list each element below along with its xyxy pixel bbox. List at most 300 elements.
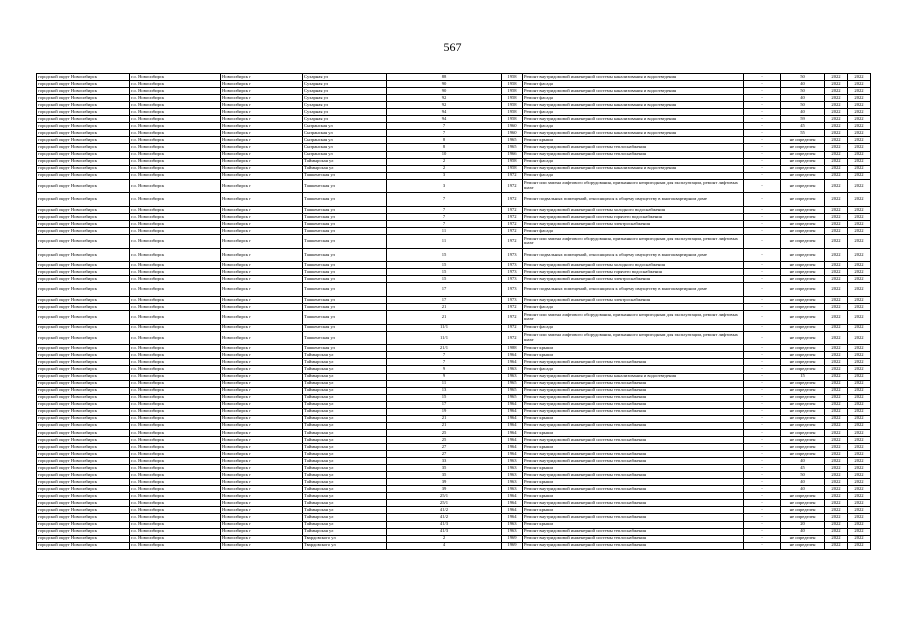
table-body [37,74,871,550]
cell-amount: 40 [781,95,825,102]
cell-settlement: г.о. Новосибирск [130,415,221,422]
cell-amount: не определен [781,359,825,366]
cell-street: Ташкентская ул [303,220,387,227]
cell-year: 1958 [502,165,523,172]
cell-settlement: г.о. Новосибирск [130,422,221,429]
cell-flag: - [744,507,781,514]
cell-flag: - [744,394,781,401]
cell-year-start: 2022 [825,542,848,549]
cell-street: Ташкентская ул [303,283,387,297]
cell-year-start: 2022 [825,535,848,542]
cell-flag: - [744,324,781,331]
cell-amount: 40 [781,109,825,116]
cell-year-end: 2022 [848,422,871,429]
cell-year-end: 2022 [848,528,871,535]
cell-okrug: городской округ Новосибирск [37,542,130,549]
cell-year-start: 2022 [825,206,848,213]
cell-street: Сызранская ул [303,137,387,144]
cell-flag: - [744,443,781,450]
cell-settlement: г.о. Новосибирск [130,95,221,102]
cell-year-end: 2022 [848,472,871,479]
cell-street: Ташкентская ул [303,311,387,325]
cell-okrug: городской округ Новосибирск [37,465,130,472]
cell-year: 1963 [502,366,523,373]
cell-okrug: городской округ Новосибирск [37,415,130,422]
cell-house: 3 [387,172,502,179]
cell-okrug: городской округ Новосибирск [37,88,130,95]
cell-year: 1988 [502,345,523,352]
cell-okrug: городской округ Новосибирск [37,193,130,207]
cell-flag: - [744,401,781,408]
cell-house: 11 [387,380,502,387]
cell-work-type: Ремонт внутридомовой инженерной системы теплоснабжения [523,528,744,535]
table-row [37,130,871,137]
cell-house: 7 [387,220,502,227]
cell-year-start: 2022 [825,179,848,193]
cell-year: 1958 [502,109,523,116]
cell-city: Новосибирск г [221,158,303,165]
cell-year-start: 2022 [825,401,848,408]
cell-year-start: 2022 [825,465,848,472]
cell-year-start: 2022 [825,144,848,151]
cell-okrug: городской округ Новосибирск [37,366,130,373]
table-row [37,144,871,151]
cell-amount: не определен [781,514,825,521]
cell-street: Таймырская ул [303,415,387,422]
cell-year-end: 2022 [848,81,871,88]
cell-flag: - [744,88,781,95]
cell-house: 39 [387,486,502,493]
cell-house: 7 [387,206,502,213]
cell-work-type: Ремонт внутридомовой инженерной системы теплоснабжения [523,380,744,387]
cell-okrug: городской округ Новосибирск [37,422,130,429]
cell-year: 1963 [502,528,523,535]
cell-street: Таймырская ул [303,429,387,436]
cell-settlement: г.о. Новосибирск [130,486,221,493]
cell-city: Новосибирск г [221,172,303,179]
cell-street: Ташкентская ул [303,228,387,235]
page-number: 567 [443,40,462,54]
cell-year-end: 2022 [848,443,871,450]
cell-amount: не определен [781,507,825,514]
cell-settlement: г.о. Новосибирск [130,206,221,213]
cell-okrug: городской округ Новосибирск [37,179,130,193]
cell-okrug: городской округ Новосибирск [37,151,130,158]
cell-house: 17 [387,297,502,304]
cell-settlement: г.о. Новосибирск [130,521,221,528]
cell-amount: не определен [781,443,825,450]
cell-house: 33 [387,458,502,465]
cell-city: Новосибирск г [221,262,303,269]
cell-city: Новосибирск г [221,486,303,493]
cell-year-start: 2022 [825,521,848,528]
cell-street: Сухарная ул [303,81,387,88]
cell-year-end: 2022 [848,311,871,325]
cell-amount: не определен [781,324,825,331]
cell-year-start: 2022 [825,373,848,380]
table-row [37,276,871,283]
cell-year-end: 2022 [848,74,871,81]
cell-okrug: городской округ Новосибирск [37,352,130,359]
cell-settlement: г.о. Новосибирск [130,331,221,345]
cell-house: 25 [387,429,502,436]
cell-settlement: г.о. Новосибирск [130,451,221,458]
cell-year: 1972 [502,179,523,193]
cell-flag: - [744,331,781,345]
table-row [37,479,871,486]
cell-settlement: г.о. Новосибирск [130,262,221,269]
cell-city: Новосибирск г [221,507,303,514]
cell-year: 1973 [502,297,523,304]
cell-flag: - [744,311,781,325]
cell-city: Новосибирск г [221,144,303,151]
cell-work-type: Ремонт внутридомовой инженерной системы канализования и водоотведения [523,116,744,123]
cell-work-type: Ремонт крыши [523,352,744,359]
cell-amount: не определен [781,248,825,262]
cell-year: 1958 [502,74,523,81]
cell-street: Ташкентская ул [303,235,387,249]
cell-city: Новосибирск г [221,465,303,472]
cell-house: 2 [387,535,502,542]
cell-amount: не определен [781,429,825,436]
cell-settlement: г.о. Новосибирск [130,458,221,465]
cell-settlement: г.о. Новосибирск [130,283,221,297]
cell-city: Новосибирск г [221,331,303,345]
cell-year: 1965 [502,144,523,151]
cell-year-end: 2022 [848,436,871,443]
cell-year: 1972 [502,304,523,311]
cell-street: Твардовского ул [303,535,387,542]
cell-street: Сухарная ул [303,116,387,123]
cell-year-start: 2022 [825,248,848,262]
table-row [37,206,871,213]
cell-amount: не определен [781,213,825,220]
cell-house: 27 [387,451,502,458]
cell-year-end: 2022 [848,304,871,311]
cell-amount: не определен [781,352,825,359]
cell-street: Сызранская ул [303,151,387,158]
cell-year: 1963 [502,373,523,380]
cell-year: 1958 [502,95,523,102]
cell-year-start: 2022 [825,137,848,144]
cell-flag: - [744,436,781,443]
cell-house: 7 [387,352,502,359]
cell-house: 21 [387,422,502,429]
cell-work-type: Ремонт фасада [523,172,744,179]
cell-settlement: г.о. Новосибирск [130,213,221,220]
cell-okrug: городской округ Новосибирск [37,235,130,249]
cell-street: Таймырская ул [303,394,387,401]
cell-year-start: 2022 [825,262,848,269]
cell-street: Таймырская ул [303,443,387,450]
cell-settlement: г.о. Новосибирск [130,324,221,331]
cell-year-end: 2022 [848,331,871,345]
cell-street: Таймырская ул [303,458,387,465]
cell-amount: 40 [781,81,825,88]
cell-house: 15 [387,269,502,276]
cell-year-start: 2022 [825,500,848,507]
cell-street: Таймырская ул [303,472,387,479]
cell-year-start: 2022 [825,507,848,514]
cell-okrug: городской округ Новосибирск [37,401,130,408]
cell-street: Таймырская ул [303,408,387,415]
cell-street: Ташкентская ул [303,324,387,331]
cell-year-end: 2022 [848,535,871,542]
cell-year-start: 2022 [825,130,848,137]
cell-house: 21/1 [387,345,502,352]
table-row [37,507,871,514]
cell-year-end: 2022 [848,507,871,514]
cell-work-type: Ремонт крыши [523,429,744,436]
table-row [37,74,871,81]
cell-city: Новосибирск г [221,521,303,528]
cell-year: 1964 [502,514,523,521]
cell-year-start: 2022 [825,359,848,366]
cell-house: 15 [387,276,502,283]
cell-amount: не определен [781,415,825,422]
cell-year-end: 2022 [848,458,871,465]
cell-okrug: городской округ Новосибирск [37,311,130,325]
cell-street: Ташкентская ул [303,248,387,262]
cell-flag: - [744,95,781,102]
cell-city: Новосибирск г [221,311,303,325]
cell-flag: - [744,109,781,116]
cell-house: 4 [387,542,502,549]
cell-settlement: г.о. Новосибирск [130,493,221,500]
cell-city: Новосибирск г [221,401,303,408]
cell-settlement: г.о. Новосибирск [130,144,221,151]
cell-year-start: 2022 [825,213,848,220]
cell-work-type: Ремонт подвальных помещений, относящихся к общему имуществу в многоквартирном доме [523,248,744,262]
cell-year-start: 2022 [825,269,848,276]
cell-flag: - [744,220,781,227]
cell-amount: не определен [781,394,825,401]
cell-city: Новосибирск г [221,213,303,220]
cell-house: 25/1 [387,493,502,500]
cell-year: 1964 [502,429,523,436]
cell-house: 19 [387,408,502,415]
cell-house: 7 [387,213,502,220]
cell-flag: - [744,380,781,387]
table-row [37,458,871,465]
cell-year: 1964 [502,507,523,514]
cell-city: Новосибирск г [221,88,303,95]
cell-amount: не определен [781,408,825,415]
cell-year: 1964 [502,493,523,500]
cell-work-type: Ремонт внутридомовой инженерной системы канализования и водоотведения [523,102,744,109]
cell-work-type: Ремонт внутридомовой инженерной системы электроснабжения [523,276,744,283]
cell-city: Новосибирск г [221,373,303,380]
cell-work-type: Ремонт крыши [523,443,744,450]
cell-city: Новосибирск г [221,436,303,443]
table-row [37,373,871,380]
cell-house: 35 [387,472,502,479]
cell-amount: не определен [781,436,825,443]
cell-street: Ташкентская ул [303,213,387,220]
cell-street: Таймырская ул [303,366,387,373]
table-row [37,123,871,130]
table-row [37,304,871,311]
table-row [37,248,871,262]
cell-work-type: Ремонт крыши [523,507,744,514]
cell-year: 1964 [502,352,523,359]
cell-settlement: г.о. Новосибирск [130,479,221,486]
cell-house: 25/1 [387,500,502,507]
cell-amount: не определен [781,297,825,304]
cell-street: Ташкентская ул [303,304,387,311]
table-row [37,95,871,102]
cell-okrug: городской округ Новосибирск [37,528,130,535]
cell-flag: - [744,458,781,465]
cell-year-start: 2022 [825,220,848,227]
cell-street: Таймырская ул [303,465,387,472]
cell-okrug: городской округ Новосибирск [37,373,130,380]
cell-city: Новосибирск г [221,116,303,123]
cell-house: 7 [387,359,502,366]
cell-settlement: г.о. Новосибирск [130,352,221,359]
cell-flag: - [744,352,781,359]
table-row [37,415,871,422]
cell-year: 1969 [502,535,523,542]
cell-year-end: 2022 [848,220,871,227]
cell-year-end: 2022 [848,380,871,387]
cell-street: Ташкентская ул [303,345,387,352]
cell-flag: - [744,297,781,304]
cell-year-end: 2022 [848,429,871,436]
cell-city: Новосибирск г [221,74,303,81]
cell-city: Новосибирск г [221,220,303,227]
cell-year: 1964 [502,436,523,443]
cell-house: 7 [387,193,502,207]
cell-year-end: 2022 [848,352,871,359]
table-row [37,394,871,401]
cell-year-start: 2022 [825,436,848,443]
cell-year: 1964 [502,359,523,366]
cell-okrug: городской округ Новосибирск [37,436,130,443]
cell-settlement: г.о. Новосибирск [130,228,221,235]
table-row [37,109,871,116]
cell-work-type: Ремонт крыши [523,479,744,486]
cell-work-type: Ремонт внутридомовой инженерной системы холодного водоснабжения [523,262,744,269]
cell-year-end: 2022 [848,415,871,422]
cell-city: Новосибирск г [221,451,303,458]
cell-amount: не определен [781,262,825,269]
cell-work-type: Ремонт внутридомовой инженерной системы теплоснабжения [523,535,744,542]
cell-year-start: 2022 [825,123,848,130]
table-row [37,429,871,436]
cell-settlement: г.о. Новосибирск [130,465,221,472]
cell-settlement: г.о. Новосибирск [130,443,221,450]
cell-flag: - [744,429,781,436]
cell-year-start: 2022 [825,366,848,373]
cell-year: 1973 [502,276,523,283]
cell-okrug: городской округ Новосибирск [37,500,130,507]
cell-house: 15 [387,248,502,262]
cell-year: 1963 [502,479,523,486]
cell-year-end: 2022 [848,206,871,213]
cell-street: Таймырская ул [303,387,387,394]
cell-work-type: Ремонт внутридомовой инженерной системы теплоснабжения [523,451,744,458]
cell-year-start: 2022 [825,158,848,165]
cell-year: 1960 [502,130,523,137]
cell-street: Таймырская ул [303,514,387,521]
cell-settlement: г.о. Новосибирск [130,220,221,227]
cell-city: Новосибирск г [221,514,303,521]
cell-house: 2 [387,158,502,165]
cell-city: Новосибирск г [221,123,303,130]
cell-work-type: Ремонт фасада [523,324,744,331]
cell-house: 11/1 [387,324,502,331]
cell-amount: 40 [781,486,825,493]
table-row [37,436,871,443]
cell-house: 15 [387,394,502,401]
cell-year-start: 2022 [825,95,848,102]
cell-amount: не определен [781,542,825,549]
cell-flag: - [744,486,781,493]
cell-settlement: г.о. Новосибирск [130,436,221,443]
cell-settlement: г.о. Новосибирск [130,297,221,304]
cell-flag: - [744,172,781,179]
cell-city: Новосибирск г [221,359,303,366]
table-row [37,297,871,304]
cell-settlement: г.о. Новосибирск [130,137,221,144]
cell-year-start: 2022 [825,514,848,521]
cell-work-type: Ремонт внутридомовой инженерной системы теплоснабжения [523,394,744,401]
table-row [37,158,871,165]
cell-work-type: Ремонт крыши [523,521,744,528]
cell-year-end: 2022 [848,451,871,458]
cell-street: Сухарная ул [303,88,387,95]
cell-year-end: 2022 [848,366,871,373]
cell-year-end: 2022 [848,172,871,179]
cell-year: 1964 [502,443,523,450]
cell-city: Новосибирск г [221,415,303,422]
cell-work-type: Ремонт фасада [523,158,744,165]
cell-amount: не определен [781,172,825,179]
cell-house: 25 [387,436,502,443]
table-row [37,514,871,521]
cell-flag: - [744,359,781,366]
cell-flag: - [744,235,781,249]
cell-year-start: 2022 [825,451,848,458]
cell-work-type: Ремонт внутридомовой инженерной системы горячего водоснабжения [523,269,744,276]
cell-work-type: Ремонт или замена лифтового оборудования, признанного непригодным для эксплуатации, ремонт лифтовых шахт [523,179,744,193]
cell-flag: - [744,151,781,158]
cell-okrug: городской округ Новосибирск [37,535,130,542]
cell-year-end: 2022 [848,95,871,102]
cell-city: Новосибирск г [221,500,303,507]
cell-year: 1972 [502,235,523,249]
cell-year: 1964 [502,422,523,429]
cell-year-start: 2022 [825,172,848,179]
cell-house: 8 [387,144,502,151]
cell-city: Новосибирск г [221,429,303,436]
cell-flag: - [744,74,781,81]
cell-work-type: Ремонт внутридомовой инженерной системы теплоснабжения [523,408,744,415]
cell-street: Таймырская ул [303,528,387,535]
cell-flag: - [744,213,781,220]
cell-amount: 45 [781,123,825,130]
cell-year: 1965 [502,387,523,394]
cell-year: 1964 [502,401,523,408]
cell-house: 41/2 [387,507,502,514]
cell-year-start: 2022 [825,528,848,535]
cell-settlement: г.о. Новосибирск [130,366,221,373]
cell-amount: 20 [781,521,825,528]
cell-year-end: 2022 [848,116,871,123]
cell-work-type: Ремонт подвальных помещений, относящихся к общему имуществу в многоквартирном доме [523,283,744,297]
cell-work-type: Ремонт фасада [523,81,744,88]
